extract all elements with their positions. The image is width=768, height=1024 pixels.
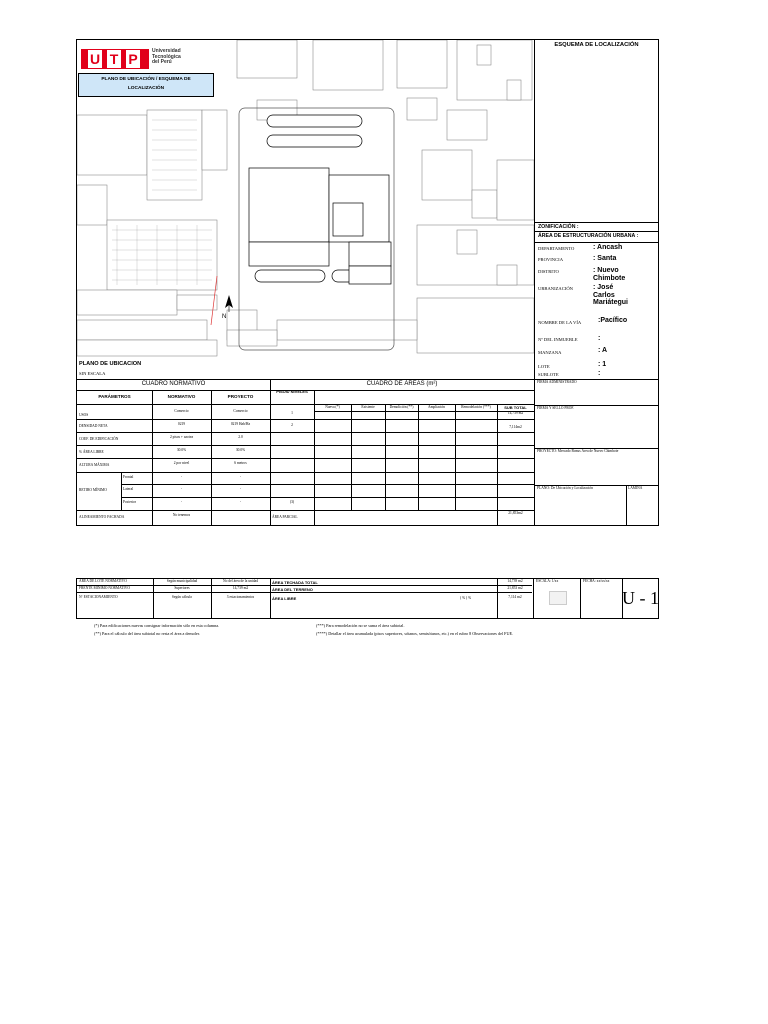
sheet-code: U - 1 — [622, 588, 659, 608]
param-label: USOS — [79, 413, 89, 417]
row-label: Nº DEL INMUEBLE — [538, 337, 578, 342]
area-col-header: Demolición (**) — [389, 405, 414, 409]
normativo-value: 2 pisos + azotea — [169, 435, 194, 439]
logo-name-line: Universidad — [152, 48, 181, 54]
locality-title: ESQUEMA DE LOCALIZACIÓN — [554, 42, 639, 48]
row-value: : — [598, 335, 601, 342]
normativo-value: - — [180, 500, 183, 504]
bottom-c3: ÁREA LIBRE — [272, 596, 297, 601]
normativo-value: Comercio — [174, 409, 189, 413]
bottom-label: ÁREA DE LOTE NORMATIVO — [79, 579, 127, 583]
normativo-value: No tenemos — [172, 513, 191, 517]
col-header: PROYECTO — [227, 394, 254, 399]
stamp-placeholder — [549, 591, 567, 605]
area-col-header: Existente — [361, 405, 375, 409]
note: (***) Para remodelación no se suma el área subtotal. — [316, 623, 405, 628]
row-value: : 1 — [598, 361, 607, 368]
param-label: COEF. DE EDIFICACIÓN — [79, 437, 119, 441]
bottom-value: 21,853 m2 — [507, 586, 523, 590]
param-label: % ÁREA LIBRE — [79, 450, 104, 454]
logo-letter: T — [107, 50, 121, 68]
row-value: : Nuevo Chimbote — [593, 267, 626, 282]
map-scale: SIN ESCALA — [79, 371, 106, 376]
proyecto-value: - — [239, 487, 242, 491]
row-label: URBANIZACIÓN — [538, 286, 573, 291]
col-header: NORMATIVO — [167, 394, 196, 399]
firma-administrado: FIRMA ADMINISTRADO — [537, 380, 577, 384]
row-value: : José Carlos Mariátegui — [593, 284, 629, 307]
proyecto-value: - — [239, 475, 242, 479]
normativo-value: - — [180, 487, 183, 491]
normativo-value: 30.0% — [176, 448, 187, 452]
bottom-value: 7,114 m2 — [508, 595, 522, 599]
cuadro-normativo-title: CUADRO NORMATIVO — [141, 381, 206, 387]
area-estructuracion-label: ÁREA DE ESTRUCTURACIÓN URBANA : — [538, 233, 639, 239]
param-label: DENSIDAD NETA — [79, 424, 108, 428]
escala-label: ESCALA: 1/xx — [536, 579, 559, 583]
retiro-label: RETIRO MÍNIMO — [79, 488, 107, 492]
bottom-label: Nº ESTACIONAMIENTO — [79, 595, 118, 599]
cuadro-areas-title: CUADRO DE ÁREAS (m²) — [366, 381, 438, 387]
plan-title-line: LOCALIZACIÓN — [127, 86, 165, 91]
subtotal-value: 14,739 m2 — [507, 411, 524, 415]
param-label: ALTURA MÁXIMA — [79, 463, 110, 467]
plano-label: PLANO: De Ubicación y Localización — [537, 486, 593, 490]
retiro-sub: Frontal — [123, 475, 134, 479]
map-caption: PLANO DE UBICACION — [79, 361, 142, 367]
piso-value: (3) — [289, 500, 295, 504]
firma-sello: FIRMA Y SELLO PROF. — [537, 406, 574, 410]
proyecto-value: 0219 Hab/Ha — [230, 422, 251, 426]
note: (****) Detallar el área acumulada (pisos superiores, sótanos, semisótanos, etc.) en el rubro 8 Observaciones del FUE. — [316, 631, 514, 636]
row-label: MANZANA — [538, 350, 562, 355]
proyecto-value: 2.0 — [238, 435, 243, 439]
bottom-c1: Según municipalidad — [166, 579, 198, 583]
bottom-c3: ÁREA DEL TERRENO — [272, 587, 313, 592]
area-col-header: Nueva (*) — [325, 405, 340, 409]
note: (**) Para el cálculo del área subtotal no resta el área a demoler. — [94, 631, 200, 636]
normativo-value: 2 por nivel — [173, 461, 190, 465]
north-label: N — [222, 314, 227, 320]
bottom-label: FRENTE MÍNIMO NORMATIVO — [79, 586, 130, 590]
logo-letter: P — [126, 50, 140, 68]
area-col-header: Remodelación (***) — [461, 405, 491, 409]
row-value: : Santa — [593, 255, 617, 262]
bottom-c3: ÁREA TECHADA TOTAL — [272, 580, 318, 585]
utp-logo — [78, 40, 218, 72]
proyecto-value: 6 metros — [234, 461, 247, 465]
area-col-header: Ampliación — [428, 405, 445, 409]
parcial-label: ÁREA PARCIAL — [272, 515, 298, 519]
bottom-c1: Superiores — [174, 586, 190, 590]
row-value: : A — [598, 347, 608, 354]
row-value: : Ancash — [593, 244, 623, 251]
north-arrow-icon — [225, 295, 233, 312]
row-label: SUBLOTE — [538, 372, 559, 377]
pisos-header: PISOS/ NIVELES — [276, 389, 308, 394]
subtotal-header: SUB TOTAL — [504, 405, 527, 410]
row-label: DEPARTAMENTO — [538, 246, 575, 251]
normativo-value: 0219 — [177, 422, 186, 426]
bottom-c4: ( % ) % — [460, 596, 472, 600]
subtotal-value: 7,114m2 — [509, 425, 522, 429]
bottom-c2: 3 estacionamientos — [226, 595, 255, 599]
retiro-sub: Lateral — [123, 487, 134, 491]
row-value: : — [598, 370, 601, 377]
plan-title-box — [78, 73, 214, 97]
row-label: PROVINCIA — [538, 257, 564, 262]
logo-name-line: del Perú — [152, 59, 172, 66]
bottom-value: 14,739 m2 — [507, 579, 523, 583]
plan-title-line: PLANO DE UBICACIÓN / ESQUEMA DE — [101, 77, 191, 82]
proyecto-value: 30.0% — [235, 448, 246, 452]
normativo-value: - — [180, 475, 183, 479]
fecha-label: FECHA: xx/xx/xx — [583, 579, 610, 583]
logo-letter: U — [89, 51, 101, 67]
bottom-c2: 14,739 m2 — [232, 586, 249, 590]
param-label: ALINEAMIENTO FACHADA — [79, 515, 125, 519]
proyecto-value: Comercio — [233, 409, 248, 413]
piso-value: 2 — [291, 423, 293, 427]
note: (*) Para edificaciones nuevas consignar información sólo en esta columna. — [94, 623, 220, 628]
row-label: LOTE — [538, 364, 550, 369]
col-header: PARÁMETROS — [98, 394, 131, 399]
bottom-c2: No del área de la unidad — [222, 579, 259, 583]
retiro-sub: Posterior — [123, 500, 136, 504]
logo-name-line: Tecnológica — [152, 53, 181, 60]
parcial-value: 21,853m2 — [508, 511, 523, 515]
lamina-label: LÁMINA — [628, 486, 643, 490]
zonificacion-label: ZONIFICACIÓN : — [538, 224, 579, 230]
row-label: DISTRITO — [538, 269, 559, 274]
piso-value: 1 — [291, 411, 293, 415]
proyecto-label: PROYECTO: Mercado Bonus Área de Nuevo Chimbote — [537, 449, 619, 453]
row-value: :Pacífico — [598, 317, 628, 324]
bottom-c1: Según cálculo — [171, 595, 193, 599]
proyecto-value: - — [239, 500, 242, 504]
row-label: NOMBRE DE LA VÍA — [538, 320, 582, 325]
